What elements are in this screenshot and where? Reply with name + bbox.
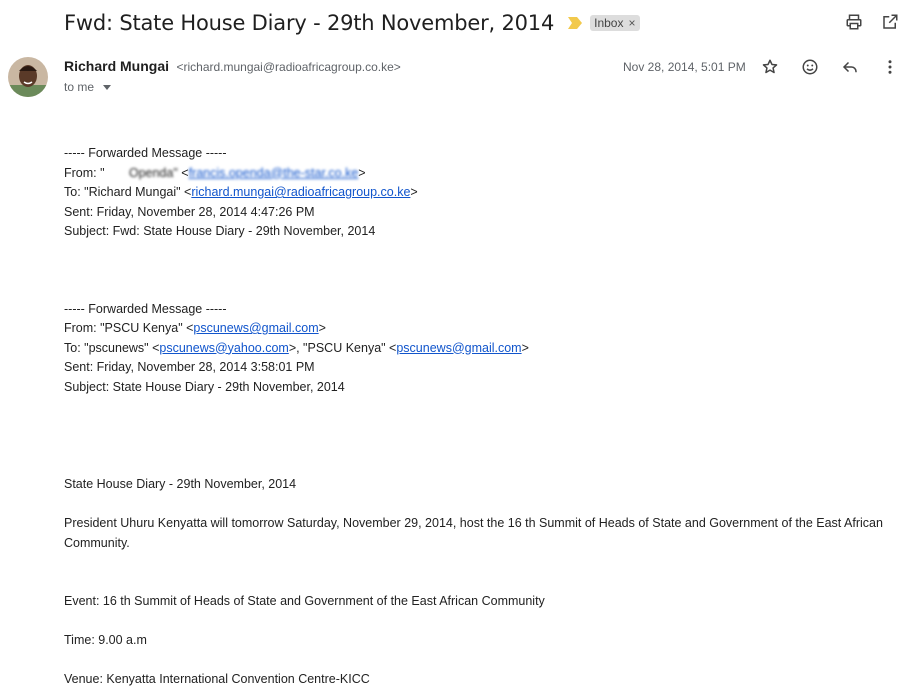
redacted-name: Openda"	[104, 165, 178, 180]
from-email-link-2[interactable]: pscunews@gmail.com	[193, 321, 319, 335]
forward-header-2: ----- Forwarded Message -----	[64, 301, 227, 316]
diary-paragraph: President Uhuru Kenyatta will tomorrow Saturday, November 29, 2014, host the 16 th Summit of Heads of State and Government of the East African Community.	[64, 516, 883, 550]
reply-button[interactable]	[840, 57, 860, 77]
subject-row	[64, 8, 900, 38]
add-reaction-button[interactable]	[800, 57, 820, 77]
diary-venue: Venue: Kenyatta International Convention Centre-KICC	[64, 672, 370, 686]
to-email-link-yahoo[interactable]: pscunews@yahoo.com	[159, 340, 289, 355]
star-icon	[761, 58, 779, 76]
sender-email: <richard.mungai@radioafricagroup.co.ke>	[176, 60, 401, 74]
forward-to-2: To: "pscunews" <pscunews@yahoo.com>, "PSCU Kenya" <pscunews@gmail.com>	[64, 340, 529, 355]
open-new-window-button[interactable]	[880, 12, 900, 32]
chevron-down-icon	[103, 85, 111, 90]
more-vert-icon	[881, 58, 899, 76]
forward-header: ----- Forwarded Message -----	[64, 146, 227, 160]
sender-info	[64, 58, 401, 76]
inbox-label-text: Inbox	[594, 16, 624, 30]
inbox-label-chip	[590, 15, 639, 31]
remove-label-button[interactable]: ×	[628, 16, 636, 30]
open-in-new-window-icon	[881, 13, 899, 31]
print-button[interactable]	[844, 12, 864, 32]
forward-sent: Sent: Friday, November 28, 2014 4:47:26 PM	[64, 204, 315, 219]
sender-avatar[interactable]	[8, 57, 48, 97]
forward-from-2: From: "PSCU Kenya" <pscunews@gmail.com>	[64, 321, 326, 335]
message-actions	[760, 57, 900, 77]
diary-title: State House Diary - 29th November, 2014	[64, 477, 297, 491]
forward-subject: Subject: Fwd: State House Diary - 29th November, 2014	[64, 224, 376, 238]
recipient-details-toggle[interactable]	[64, 80, 111, 94]
diary-time: Time: 9.00 a.m	[64, 633, 147, 647]
forward-to: To: "Richard Mungai" <richard.mungai@radioafricagroup.co.ke>	[64, 185, 418, 199]
email-body	[64, 144, 884, 690]
emoji-reaction-icon	[801, 58, 819, 76]
forward-subject-2: Subject: State House Diary - 29th November, 2014	[64, 379, 345, 394]
star-button[interactable]	[760, 57, 780, 77]
forward-sent-2: Sent: Friday, November 28, 2014 3:58:01 PM	[64, 360, 315, 374]
from-email-link[interactable]: francis.openda@the-star.co.ke	[188, 165, 359, 180]
email-date: Nov 28, 2014, 5:01 PM	[623, 60, 746, 74]
sender-name[interactable]: Richard Mungai	[64, 58, 170, 74]
reply-icon	[841, 58, 859, 76]
diary-event: Event: 16 th Summit of Heads of State and Government of the East African Community	[64, 594, 545, 608]
more-options-button[interactable]	[880, 57, 900, 77]
to-email-link-gmail[interactable]: pscunews@gmail.com	[396, 340, 522, 355]
to-email-link[interactable]: richard.mungai@radioafricagroup.co.ke	[191, 185, 411, 199]
forward-from: From: " Openda" <francis.openda@the-star.co.ke>	[64, 165, 366, 180]
important-marker-icon[interactable]	[568, 17, 582, 29]
thread-actions	[844, 12, 900, 32]
email-subject: Fwd: State House Diary - 29th November, 2014	[64, 11, 555, 35]
recipient-text: to me	[64, 80, 95, 94]
printer-icon	[845, 13, 863, 31]
